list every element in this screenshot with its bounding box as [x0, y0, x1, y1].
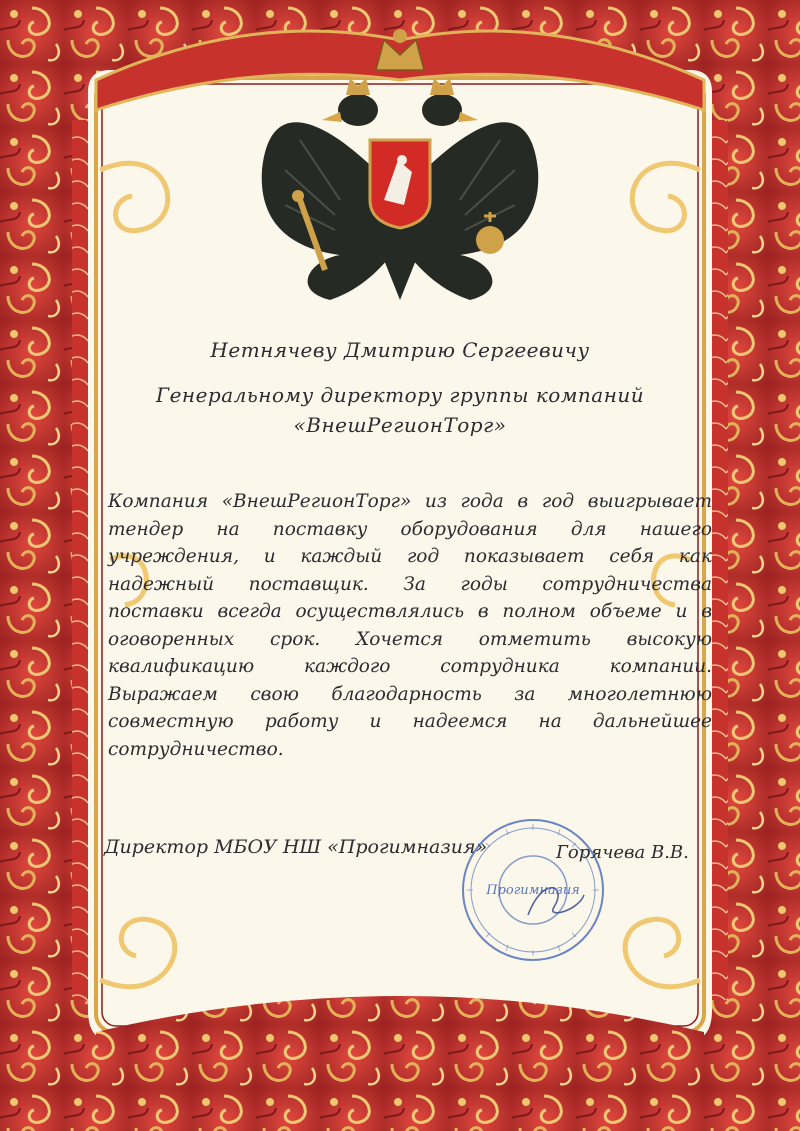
letter-body: [108, 488, 712, 763]
body-line: поставки всегда осуществлялись в полном объеме и в: [108, 601, 712, 622]
addressee-position: Генеральному директору группы компаний: [155, 383, 645, 407]
body-line: учреждения, и каждый год показывает себя как: [108, 546, 712, 567]
body-line: надежный поставщик. За годы сотрудничества: [108, 573, 712, 595]
body-line: совместную работу и надеемся на дальнейшее: [108, 711, 712, 732]
body-line: Компания «ВнешРегионТорг» из года в год выигрывает: [108, 491, 712, 512]
signatory-name: Горячева В.В.: [556, 842, 689, 863]
body-line: квалификацию каждого сотрудника компании.: [108, 656, 712, 677]
addressee-name: Нетнячеву Дмитрию Сергеевичу: [210, 338, 590, 362]
body-line: сотрудничество.: [108, 738, 284, 760]
company-name: «ВнешРегионТорг»: [293, 413, 507, 437]
stamp-text: Прогимназия: [486, 883, 580, 898]
signatory-title: Директор МБОУ НШ «Прогимназия»: [104, 836, 488, 858]
body-line: оговоренных срок. Хочется отметить высокую: [108, 628, 712, 650]
body-line: тендер на поставку оборудования для нашего: [108, 518, 712, 540]
official-stamp-icon: [458, 815, 608, 965]
body-line: Выражаем свою благодарность за многолетнюю: [108, 683, 712, 705]
